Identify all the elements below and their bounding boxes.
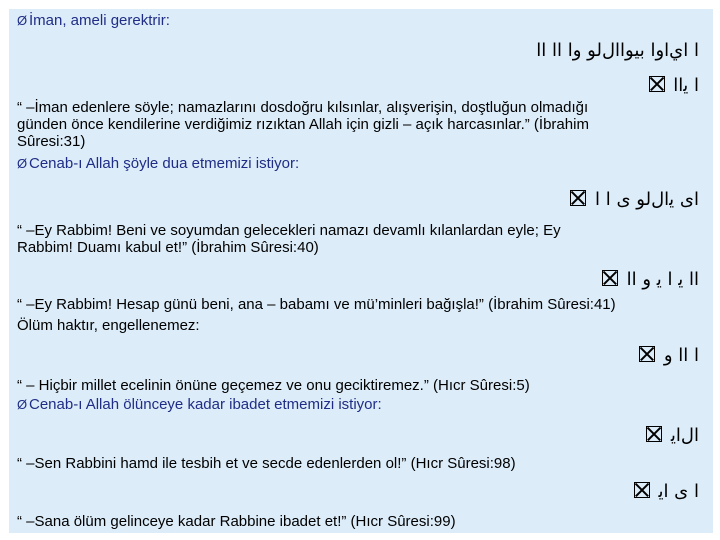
slide bbox=[9, 9, 713, 533]
bullet-arrow-icon: Ø bbox=[17, 156, 28, 171]
arabic-verse-3: ﺍﻯ ﻳالﻟﻮ ﻯ ا ا bbox=[567, 189, 699, 211]
quote-ibrahim-41-line1: “ –Ey Rabbim! Hesap günü beni, ana – babamı ve mü’minleri bağışla!” (İbrahim Sûresi:41) bbox=[17, 296, 616, 313]
boxed-x-icon bbox=[602, 270, 618, 286]
quote-hicr-5: “ – Hiçbir millet ecelinin önüne geçemez ve onu geciktiremez.” (Hıcr Sûresi:5) bbox=[17, 377, 530, 394]
slide-title: Ø İman, ameli gerektrir: bbox=[17, 12, 170, 29]
arabic-verse-1: ا ايﺍﻭا ﺑﻴﻮاالﻟﻮ ﻭا اا اا bbox=[536, 40, 699, 61]
bullet-arrow-icon: Ø bbox=[17, 397, 28, 412]
quote-ibrahim-40-line2: Rabbim! Duamı kabul et!” (İbrahim Sûresi:40) bbox=[17, 239, 319, 256]
quote-ibrahim-41-line2: Ölüm haktır, engellenemez: bbox=[17, 317, 200, 334]
boxed-x-icon bbox=[646, 426, 662, 442]
arabic-verse-2: ا ﻳﺍﺍ bbox=[646, 75, 699, 97]
arabic-verse-4: اا ﻳ ا ﻳ ﻭ اا bbox=[599, 269, 699, 291]
quote-hicr-98: “ –Sen Rabbini hamd ile tesbih et ve secde edenlerden ol!” (Hıcr Sûresi:98) bbox=[17, 455, 516, 472]
boxed-x-icon bbox=[570, 190, 586, 206]
boxed-x-icon bbox=[639, 346, 655, 362]
subheading-ibadet: Ø Cenab-ı Allah ölünceye kadar ibadet etmemizi istiyor: bbox=[17, 396, 382, 413]
arabic-verse-7: ا ﻯ ﺍﻳ bbox=[631, 481, 699, 503]
subheading-dua: Ø Cenab-ı Allah şöyle dua etmemizi istiyor: bbox=[17, 155, 300, 172]
boxed-x-icon bbox=[649, 76, 665, 92]
quote-ibrahim-31-line2: günden önce kendilerine verdiğimiz rızıktan Allah için gizli – açık harcasınlar.” (İbrahim bbox=[17, 116, 589, 133]
arabic-verse-6: الﺍﻳ bbox=[606, 425, 699, 447]
arabic-verse-5: ا اا ﻭ bbox=[636, 345, 699, 367]
quote-hicr-99: “ –Sana ölüm gelinceye kadar Rabbine ibadet et!” (Hıcr Sûresi:99) bbox=[17, 513, 456, 530]
boxed-x-icon bbox=[634, 482, 650, 498]
quote-ibrahim-31-line1: “ –İman edenlere söyle; namazlarını dosdoğru kılsınlar, alışverişin, doştluğun olmadığı bbox=[17, 99, 589, 116]
quote-ibrahim-31-line3: Sûresi:31) bbox=[17, 133, 86, 150]
bullet-arrow-icon: Ø bbox=[17, 13, 28, 28]
quote-ibrahim-40-line1: “ –Ey Rabbim! Beni ve soyumdan gelecekleri namazı devamlı kılanlardan eyle; Ey bbox=[17, 222, 561, 239]
